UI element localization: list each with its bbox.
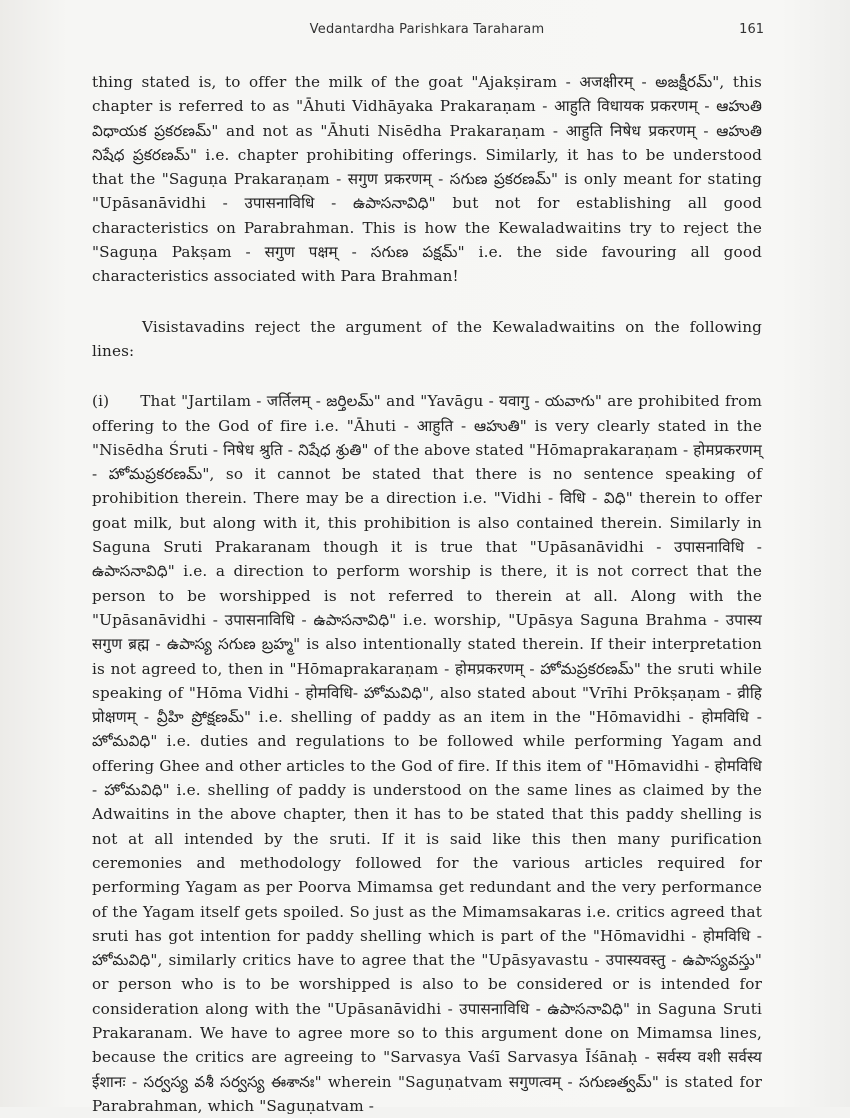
- page-number: 161: [739, 22, 764, 37]
- paragraph: (i) That "Jartilam - जर्तिलम् - జర్తిలమ్" and "Yavāgu - यवागु - యవాగు" are prohibited from offering to the God of fire i.e. "Āhuti - आहुति - ఆహుతి" is very clearly stated in the "Nisēdha Śruti - निषेध श्रुति - నిషేధ శ్రుతి" of the above stated "Hōmaprakaraṇam - होमप्रकरणम् - హోమప్రకరణమ్", so it cannot be stated that there is no sentence speaking of prohibition therein. There may be a direction i.e. "Vidhi - विधि - విధి" therein to offer goat milk, but along with it, this prohibition is also contained therein. Similarly in Saguna Sruti Prakaranam though it is true that "Upāsanāvidhi - उपासनाविधि - ఉపాసనావిధి" i.e. a direction to perform worship is there, it is not correct that the person to be worshipped is not referred to therein at all. Along with the "Upāsanāvidhi - उपासनाविधि - ఉపాసనావిధి" i.e. worship, "Upāsya Saguna Brahma - उपास्य सगुण ब्रह्म - ఉపాస్య సగుణ బ్రహ్మ" is also intentionally stated therein. If their interpretation is not agreed to, then in "Hōmaprakaraṇam - होमप्रकरणम् - హోమప్రకరణమ్" the sruti while speaking of "Hōma Vidhi - होमविधि- హోమవిధి", also stated about "Vrīhi Prōkṣaṇam - व्रीहि प्रोक्षणम् - వ్రీహి ప్రోక్షణమ్" i.e. shelling of paddy as an item in the "Hōmavidhi - होमविधि - హోమవిధి" i.e. duties and regulations to be followed while performing Yagam and offering Ghee and other articles to the God of fire. If this item of "Hōmavidhi - होमविधि - హోమవిధి" i.e. shelling of paddy is understood on the same lines as claimed by the Adwaitins in the above chapter, then it has to be stated that this paddy shelling is not at all intended by the sruti. If it is said like this then many purification ceremonies and methodology followed for the various articles required for performing Yagam as per Poorva Mimamsa get redundant and the very performance of the Yagam itself gets spoiled. So just as the Mimamsakaras i.e. critics agreed that sruti has got intention for paddy shelling which is part of the "Hōmavidhi - होमविधि - హోమవిధి", similarly critics have to agree that the "Upāsyavastu - उपास्यवस्तु - ఉపాస్యవస్తు" or person who is to be worshipped is also to be considered or is intended for consideration along with the "Upāsanāvidhi - उपासनाविधि - ఉపాసనావిధి" in Saguna Sruti Prakaranam. We have to agree more so to this argument done on Mimamsa lines, because the critics are agreeing to "Sarvasya Vaśī Sarvasya Īśānaḥ - सर्वस्य वशी सर्वस्य ईशानः - సర్వస్య వశీ సర్వస్య ఈశానః" wherein "Saguṇatvam सगुणत्वम् - సగుణత్వమ్" is stated for Parabrahman, which "Saguṇatvam -: [92, 392, 767, 1115]
- page-header: [90, 22, 764, 42]
- paragraph: Visistavadins reject the argument of the Kewaladwaitins on the following lines:: [92, 317, 762, 360]
- body-text: [92, 70, 767, 1118]
- paragraph: thing stated is, to offer the milk of the goat "Ajakṣiram - अजक्षीरम् - అజక్షీరమ్", this chapter is referred to as "Āhuti Vidhāyaka Prakaraṇam - आहुति विधायक प्रकरणम् - ఆహుతి విధాయక ప్రకరణమ్" and not as "Āhuti Nisēdha Prakaraṇam - आहुति निषेध प्रकरणम् - ఆహుతి నిషేధ ప్రకరణమ్" i.e. chapter prohibiting offerings. Similarly, it has to be understood that the "Saguṇa Prakaraṇam - सगुण प्रकरणम् - సగుణ ప్రకరణమ్" is only meant for stating "Upāsanāvidhi - उपासनाविधि - ఉపాసనావిధి" but not for establishing all good characteristics on Parabrahman. This is how the Kewaladwaitins try to reject the "Saguṇa Pakṣam - सगुण पक्षम् - సగుణ పక్షమ్" i.e. the side favouring all good characteristics associated with Para Brahman!: [92, 73, 762, 286]
- running-title: Vedantardha Parishkara Taraharam: [309, 22, 545, 37]
